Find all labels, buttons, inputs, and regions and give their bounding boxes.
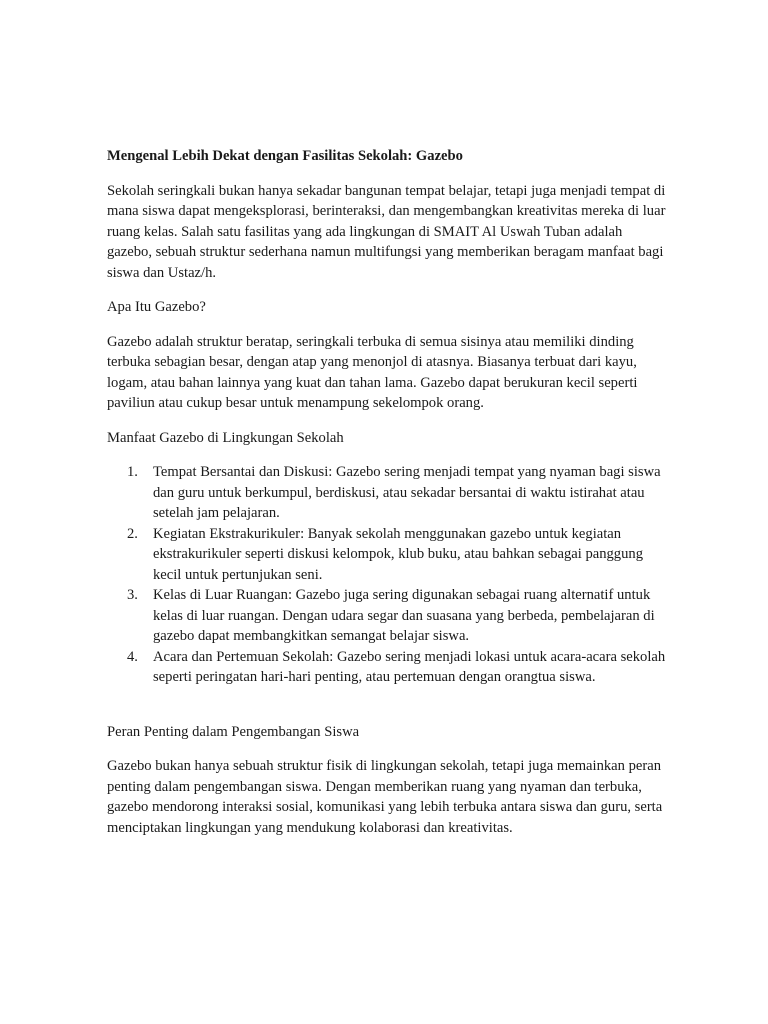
blank-line [107, 688, 667, 722]
intro-paragraph: Sekolah seringkali bukan hanya sekadar bangunan tempat belajar, tetapi juga menjadi tempat di mana siswa dapat mengeksplorasi, berinteraksi, dan mengembangkan kreativitas mereka di luar ruang kelas. Salah satu fasilitas yang ada lingkungan di SMAIT Al Uswah Tuban adalah gazebo, sebuah struktur sederhana namun multifungsi yang memberikan beragam manfaat bagi siswa dan Ustaz/h. [107, 182, 666, 281]
document-title: Mengenal Lebih Dekat dengan Fasilitas Sekolah: Gazebo [107, 148, 463, 164]
section-body-what-is-gazebo: Gazebo adalah struktur beratap, seringkali terbuka di semua sisinya atau memiliki dinding terbuka sebagian besar, dengan atap yang menonjol di atasnya. Biasanya terbuat dari kayu, logam, atau bahan lainnya yang kuat dan tahan lama. Gazebo dapat berukuran kecil seperti paviliun atau cukup besar untuk menampung sekelompok orang. [107, 333, 638, 411]
list-item-number: 3. [127, 587, 138, 603]
list-item-text: Kelas di Luar Ruangan: Gazebo juga sering digunakan sebagai ruang alternatif untuk kelas di luar ruangan. Dengan udara segar dan suasana yang berbeda, pembelajaran di gazebo dapat membangkitkan semangat belajar siswa. [153, 587, 655, 644]
list-item [107, 647, 667, 688]
list-item-number: 1. [127, 464, 138, 480]
document-page [107, 146, 667, 852]
list-item-number: 2. [127, 525, 138, 542]
benefits-list [107, 462, 667, 688]
list-item [107, 585, 667, 647]
section-heading-role: Peran Penting dalam Pengembangan Siswa [107, 723, 360, 740]
list-item-text: Tempat Bersantai dan Diskusi: Gazebo sering menjadi tempat yang nyaman bagi siswa dan guru untuk berkumpul, berdiskusi, atau sekadar bersantai di waktu istirahat atau setelah jam pelajaran. [153, 464, 661, 521]
section-body-role: Gazebo bukan hanya sebuah struktur fisik di lingkungan sekolah, tetapi juga memainkan peran penting dalam pengembangan siswa. Dengan memberikan ruang yang nyaman dan terbuka, gazebo mendorong interaksi sosial, komunikasi yang lebih terbuka antara siswa dan guru, serta menciptakan lingkungan yang mendukung kolaborasi dan kreativitas. [107, 758, 663, 836]
list-item-text: Kegiatan Ekstrakurikuler: Banyak sekolah menggunakan gazebo untuk kegiatan ekstrakurikuler seperti diskusi kelompok, klub buku, atau bahkan sebagai panggung kecil untuk pertunjukan seni. [153, 525, 643, 583]
list-item-text: Acara dan Pertemuan Sekolah: Gazebo sering menjadi lokasi untuk acara-acara sekolah seperti peringatan hari-hari penting, atau pertemuan dengan orangtua siswa. [153, 648, 666, 685]
list-item-number: 4. [127, 648, 138, 665]
section-heading-what-is-gazebo: Apa Itu Gazebo? [107, 299, 206, 315]
list-item [107, 524, 667, 586]
section-heading-benefits: Manfaat Gazebo di Lingkungan Sekolah [107, 429, 344, 446]
list-item [107, 462, 667, 524]
